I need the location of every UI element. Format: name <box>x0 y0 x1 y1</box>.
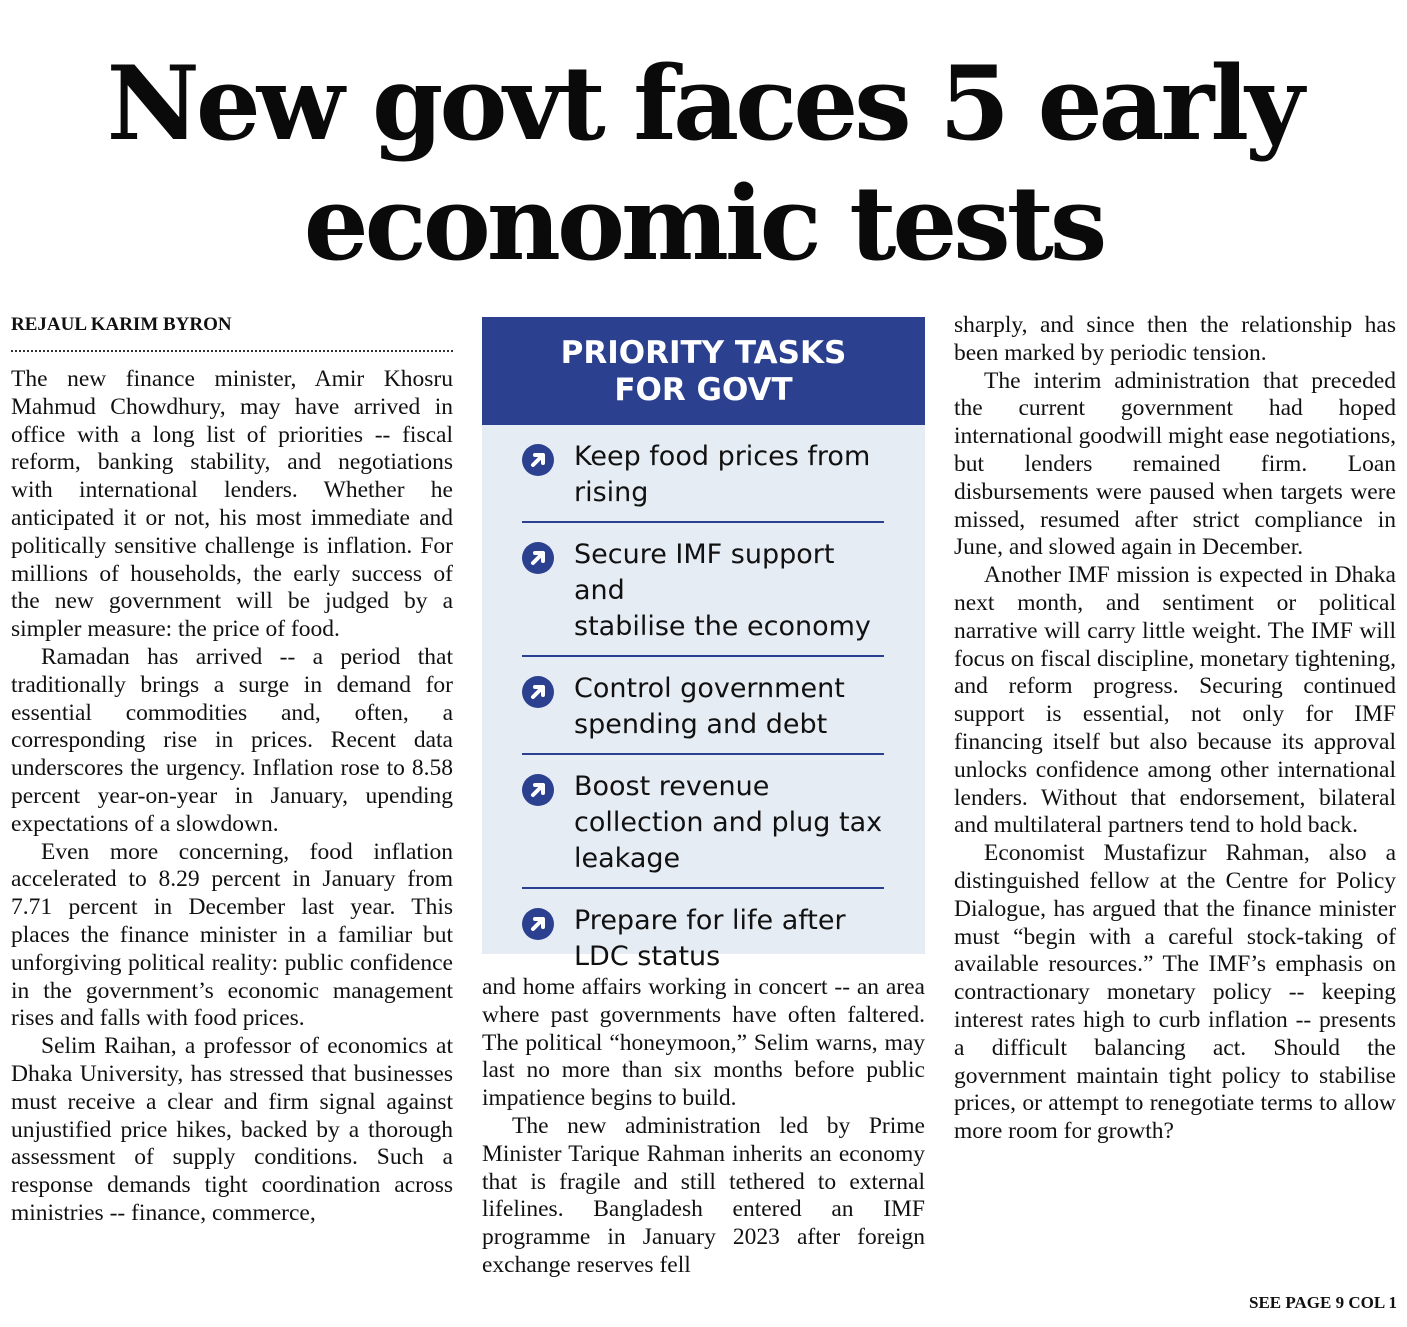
task-line: leakage <box>574 843 681 874</box>
priority-tasks-title <box>482 317 925 425</box>
priority-task-item <box>522 425 884 523</box>
task-line: Keep food prices from <box>574 441 871 472</box>
task-line: Prepare for life after <box>574 905 846 936</box>
task-line: LDC status <box>574 941 721 972</box>
headline-line-1: New govt faces 5 early <box>106 44 1301 164</box>
task-line: stabilise the economy <box>574 611 871 642</box>
paragraph: The new finance minister, Amir Khosru Mahmud Chowdhury, may have arrived in office with a long list of priorities -- fiscal reform, banking stability, and negotiations with international lenders. Whether he anticipated it or not, his most immediate and politically sensitive challenge is inflation. For millions of households, the early success of the new government will be judged by a simpler measure: the price of food. <box>11 366 453 643</box>
byline: REJAUL KARIM BYRON <box>11 314 232 335</box>
arrow-up-right-circle-icon <box>522 908 554 940</box>
article-column-1 <box>11 366 453 1228</box>
task-line: collection and plug tax <box>574 807 883 838</box>
paragraph: Even more concerning, food inflation accelerated to 8.29 percent in January from 7.71 percent in December last year. This places the finance minister in a familiar but unforgiving political reality: public confidence in the government’s economic management rises and falls with food prices. <box>11 838 453 1032</box>
priority-task-item <box>522 755 884 889</box>
paragraph: and home affairs working in concert -- an area where past governments have often faltered. The political “honeymoon,” Selim warns, may last no more than six months before public impatience begins to build. <box>482 974 925 1112</box>
arrow-up-right-circle-icon <box>522 444 554 476</box>
priority-task-item <box>522 657 884 755</box>
task-line: rising <box>574 477 649 508</box>
paragraph: Selim Raihan, a professor of economics at Dhaka University, has stressed that businesses must receive a clear and firm signal against unjustified price hikes, backed by a thorough assessment of supply conditions. Such a response demands tight coordination across ministries -- finance, commerce, <box>11 1033 453 1226</box>
article-column-2 <box>482 974 925 1280</box>
arrow-up-right-circle-icon <box>522 774 554 806</box>
paragraph: Economist Mustafizur Rahman, also a distinguished fellow at the Centre for Policy Dialogue, has argued that the finance minister must “begin with a careful stock-taking of available resources.” The IMF’s emphasis on contractionary monetary policy -- keeping interest rates high to curb inflation -- presents a difficult balancing act. Should the government maintain tight policy to stabilise prices, or attempt to renegotiate terms to allow more room for growth? <box>954 840 1396 1145</box>
headline-line-2: economic tests <box>303 164 1104 284</box>
continuation-jump-line: SEE PAGE 9 COL 1 <box>1249 1293 1397 1312</box>
priority-tasks-title-line-2: FOR GOVT <box>614 372 793 408</box>
paragraph: The interim administration that preceded the current government had hoped international goodwill might ease negotiations, but lenders remained firm. Loan disbursements were paused when targets were missed, resumed after strict compliance in June, and slowed again in December. <box>954 367 1396 561</box>
priority-task-item <box>522 523 884 657</box>
paragraph: The new administration led by Prime Minister Tarique Rahman inherits an economy that is fragile and still tethered to external lifelines. Bangladesh entered an IMF programme in January 2023 after foreign exchange reserves fell <box>482 1112 925 1278</box>
arrow-up-right-circle-icon <box>522 542 554 574</box>
priority-tasks-title-line-1: PRIORITY TASKS <box>560 335 847 371</box>
paragraph: Ramadan has arrived -- a period that traditionally brings a surge in demand for essential commodities and, often, a corresponding rise in prices. Recent data underscores the urgency. Inflation rose to 8.58 percent year-on-year in January, upending expectations of a slowdown. <box>11 643 453 837</box>
byline-divider <box>11 350 453 352</box>
task-line: Boost revenue <box>574 771 770 802</box>
priority-tasks-box <box>482 317 925 972</box>
article-column-3 <box>954 312 1396 1146</box>
task-line: Control government <box>574 673 845 704</box>
arrow-up-right-circle-icon <box>522 676 554 708</box>
headline <box>0 44 1407 284</box>
task-line: spending and debt <box>574 709 828 740</box>
priority-task-item <box>522 889 884 985</box>
task-line: Secure IMF support and <box>574 539 835 606</box>
paragraph: Another IMF mission is expected in Dhaka next month, and sentiment or political narrative will carry little weight. The IMF will focus on fiscal discipline, monetary tightening, and reform progress. Securing continued support is essential, not only for IMF financing itself but also because its approval unlocks confidence among other international lenders. Without that endorsement, bilateral and multilateral partners tend to hold back. <box>954 562 1396 839</box>
paragraph: sharply, and since then the relationship has been marked by periodic tension. <box>954 312 1396 366</box>
